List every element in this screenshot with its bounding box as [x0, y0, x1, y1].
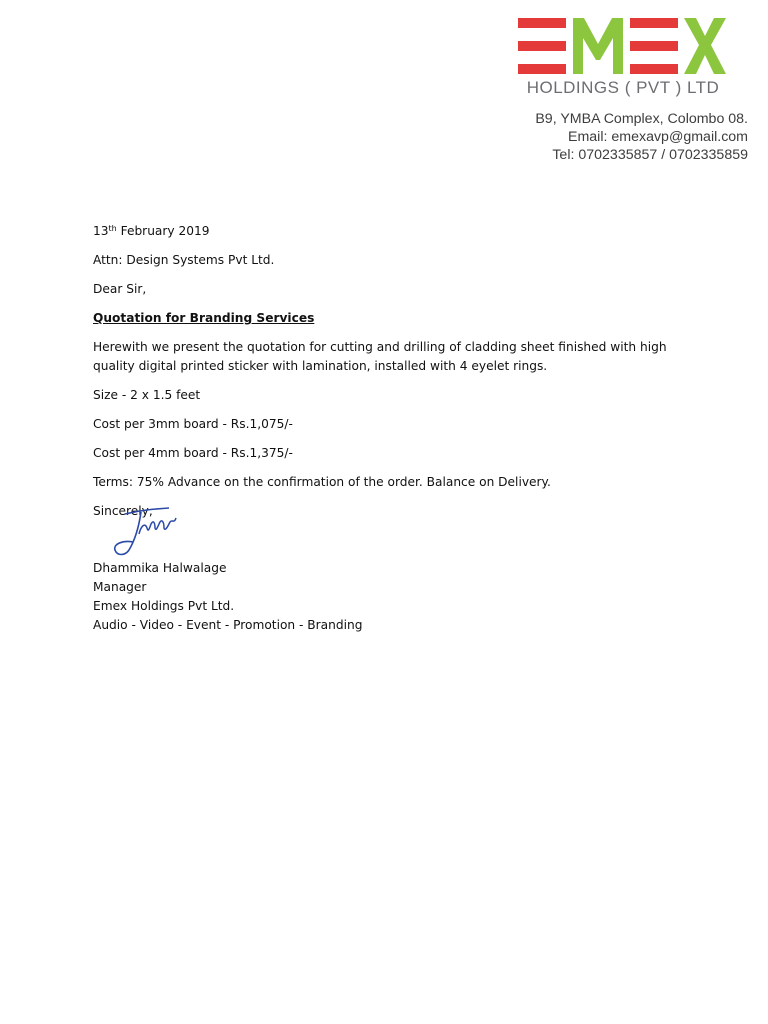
emex-logo-mark [518, 14, 728, 78]
cost-4mm-line: Cost per 4mm board - Rs.1,375/- [93, 446, 293, 460]
signer-name: Dhammika Halwalage [93, 561, 227, 575]
letterhead [518, 14, 748, 163]
closing: Sincerely, [93, 504, 153, 518]
email-line: Email: emexavp@gmail.com [568, 129, 748, 145]
contact-info [535, 110, 748, 164]
services-line: Audio - Video - Event - Promotion - Branding [93, 618, 363, 632]
signature-block [93, 502, 693, 635]
signer-title: Manager [93, 580, 147, 594]
signer-details [93, 559, 693, 635]
body-paragraph: Herewith we present the quotation for cutting and drilling of cladding sheet finished with high quality digital printed sticker with lamination, installed with 4 eyelet rings. [93, 340, 667, 373]
tel-line: Tel: 0702335857 / 0702335859 [552, 147, 748, 163]
logo-subtitle: HOLDINGS ( PVT ) LTD [526, 78, 720, 97]
greeting: Dear Sir, [93, 282, 147, 296]
address-line: B9, YMBA Complex, Colombo 08. [535, 111, 748, 127]
terms-line: Terms: 75% Advance on the confirmation of the order. Balance on Delivery. [93, 475, 551, 489]
cost-3mm-line: Cost per 3mm board - Rs.1,075/- [93, 417, 293, 431]
handwritten-signature [111, 504, 183, 560]
subject-line: Quotation for Branding Services [93, 311, 315, 325]
letter-body [93, 222, 693, 635]
letter-date: 13th February 2019 [93, 224, 210, 238]
attention-line: Attn: Design Systems Pvt Ltd. [93, 253, 275, 267]
size-line: Size - 2 x 1.5 feet [93, 388, 201, 402]
company-name: Emex Holdings Pvt Ltd. [93, 599, 235, 613]
emex-logo [518, 14, 748, 97]
